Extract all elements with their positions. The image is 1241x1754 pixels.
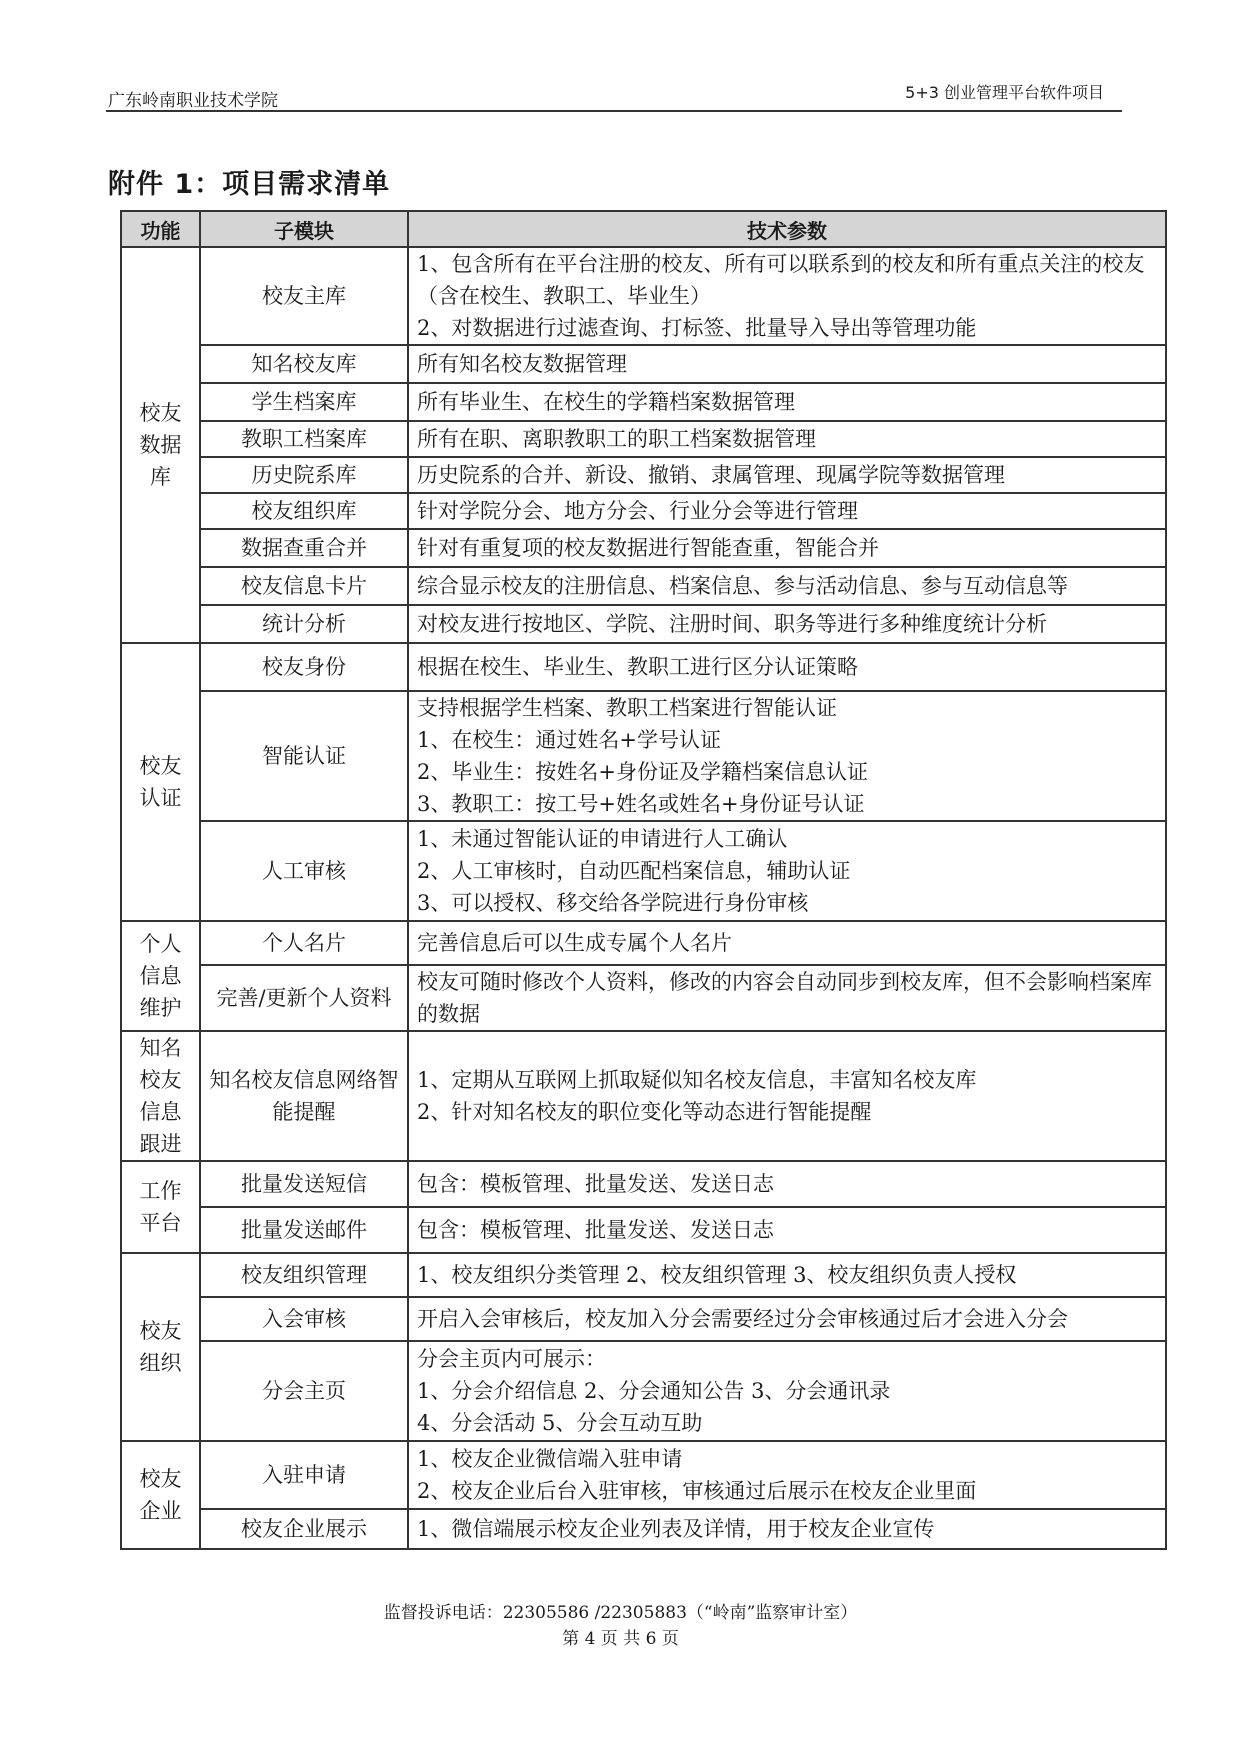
function-cell: [121, 247, 200, 643]
submodule-cell: 校友企业展示: [200, 1509, 408, 1549]
table-row: [121, 921, 1166, 965]
function-label: 校友组织: [139, 1319, 182, 1375]
function-cell: [121, 643, 200, 921]
param-line: 1、包含所有在平台注册的校友、所有可以联系到的校友和所有重点关注的校友（含在校生、教职工、毕业生）: [417, 252, 1145, 308]
submodule-cell: 校友身份: [200, 643, 408, 691]
header-submodule: 子模块: [200, 211, 408, 247]
param-line: 完善信息后可以生成专属个人名片: [417, 931, 732, 955]
header-function: 功能: [121, 211, 200, 247]
submodule-cell: 入驻申请: [200, 1441, 408, 1509]
function-cell: [121, 1161, 200, 1253]
table-row: [121, 247, 1166, 345]
params-cell: [408, 821, 1166, 921]
params-cell: [408, 1031, 1166, 1161]
function-label: 工作平台: [139, 1179, 182, 1235]
param-line: 1、微信端展示校友企业列表及详情，用于校友企业宣传: [417, 1517, 935, 1541]
param-line: 2、校友企业后台入驻审核，审核通过后展示在校友企业里面: [417, 1479, 977, 1503]
table-row: [121, 1207, 1166, 1253]
param-line: 根据在校生、毕业生、教职工进行区分认证策略: [417, 655, 858, 679]
params-cell: [408, 1441, 1166, 1509]
table-row: [121, 421, 1166, 457]
table-row: [121, 1297, 1166, 1341]
function-cell: [121, 1441, 200, 1549]
param-line: 校友可随时修改个人资料，修改的内容会自动同步到校友库，但不会影响档案库的数据: [417, 970, 1152, 1026]
submodule-cell: 校友主库: [200, 247, 408, 345]
requirements-table: [120, 210, 1167, 1550]
submodule-cell: 批量发送邮件: [200, 1207, 408, 1253]
param-line: 针对有重复项的校友数据进行智能查重，智能合并: [417, 536, 879, 560]
params-cell: [408, 457, 1166, 493]
function-label: 校友数据库: [139, 401, 182, 489]
params-cell: [408, 605, 1166, 643]
params-cell: [408, 921, 1166, 965]
param-line: 1、定期从互联网上抓取疑似知名校友信息，丰富知名校友库: [417, 1068, 977, 1092]
param-line: 1、分会介绍信息 2、分会通知公告 3、分会通讯录: [417, 1379, 891, 1403]
page-title: 附件 1：项目需求清单: [108, 169, 391, 200]
function-label: 个人信息维护: [139, 932, 182, 1020]
submodule-cell: 人工审核: [200, 821, 408, 921]
param-line: 所有在职、离职教职工的职工档案数据管理: [417, 427, 816, 451]
submodule-cell: 分会主页: [200, 1341, 408, 1441]
params-cell: [408, 965, 1166, 1031]
params-cell: [408, 1161, 1166, 1207]
table-row: [121, 493, 1166, 529]
table-row: [121, 1161, 1166, 1207]
submodule-cell: 入会审核: [200, 1297, 408, 1341]
table-row: [121, 529, 1166, 567]
param-line: 1、未通过智能认证的申请进行人工确认: [417, 827, 788, 851]
params-cell: [408, 1297, 1166, 1341]
submodule-cell: 智能认证: [200, 691, 408, 821]
param-line: 包含：模板管理、批量发送、发送日志: [417, 1172, 774, 1196]
table-row: [121, 821, 1166, 921]
params-cell: [408, 691, 1166, 821]
param-line: 4、分会活动 5、分会互动互助: [417, 1411, 703, 1435]
param-line: 2、毕业生：按姓名+身份证及学籍档案信息认证: [417, 760, 868, 784]
table-row: [121, 965, 1166, 1031]
submodule-cell: 完善/更新个人资料: [200, 965, 408, 1031]
table-row: [121, 1253, 1166, 1297]
param-line: 所有毕业生、在校生的学籍档案数据管理: [417, 390, 795, 414]
params-cell: [408, 1207, 1166, 1253]
submodule-cell: 教职工档案库: [200, 421, 408, 457]
params-cell: [408, 1509, 1166, 1549]
params-cell: [408, 643, 1166, 691]
function-label: 校友认证: [139, 754, 182, 810]
params-cell: [408, 421, 1166, 457]
params-cell: [408, 247, 1166, 345]
param-line: 综合显示校友的注册信息、档案信息、参与活动信息、参与互动信息等: [417, 574, 1068, 598]
param-line: 分会主页内可展示：: [417, 1347, 606, 1371]
submodule-cell: 数据查重合并: [200, 529, 408, 567]
submodule-cell: 校友信息卡片: [200, 567, 408, 605]
submodule-cell: 统计分析: [200, 605, 408, 643]
header-institution: 广东岭南职业技术学院: [108, 91, 278, 111]
submodule-cell: 校友组织管理: [200, 1253, 408, 1297]
param-line: 对校友进行按地区、学院、注册时间、职务等进行多种维度统计分析: [417, 612, 1047, 636]
table-header-row: [121, 211, 1166, 247]
param-line: 2、对数据进行过滤查询、打标签、批量导入导出等管理功能: [417, 316, 977, 340]
submodule-cell: 个人名片: [200, 921, 408, 965]
param-line: 历史院系的合并、新设、撤销、隶属管理、现属学院等数据管理: [417, 463, 1005, 487]
params-cell: [408, 1253, 1166, 1297]
params-cell: [408, 345, 1166, 383]
table-row: [121, 1341, 1166, 1441]
function-cell: [121, 1253, 200, 1441]
param-line: 2、人工审核时，自动匹配档案信息，辅助认证: [417, 859, 851, 883]
param-line: 支持根据学生档案、教职工档案进行智能认证: [417, 696, 837, 720]
params-cell: [408, 493, 1166, 529]
table-row: [121, 1509, 1166, 1549]
param-line: 所有知名校友数据管理: [417, 352, 627, 376]
param-line: 1、校友企业微信端入驻申请: [417, 1447, 683, 1471]
param-line: 2、针对知名校友的职位变化等动态进行智能提醒: [417, 1100, 872, 1124]
header-project-name: 5+3 创业管理平台软件项目: [905, 83, 1104, 102]
header-tech-params: 技术参数: [408, 211, 1166, 247]
params-cell: [408, 383, 1166, 421]
table-row: [121, 643, 1166, 691]
function-cell: [121, 921, 200, 1031]
table-row: [121, 457, 1166, 493]
table-row: [121, 383, 1166, 421]
submodule-cell: 知名校友信息网络智能提醒: [200, 1031, 408, 1161]
submodule-cell: 学生档案库: [200, 383, 408, 421]
table-row: [121, 605, 1166, 643]
param-line: 1、校友组织分类管理 2、校友组织管理 3、校友组织负责人授权: [417, 1263, 1017, 1287]
params-cell: [408, 567, 1166, 605]
param-line: 1、在校生：通过姓名+学号认证: [417, 728, 721, 752]
table-row: [121, 567, 1166, 605]
table-row: [121, 691, 1166, 821]
param-line: 3、教职工：按工号+姓名或姓名+身份证号认证: [417, 792, 865, 816]
submodule-cell: 校友组织库: [200, 493, 408, 529]
submodule-cell: 历史院系库: [200, 457, 408, 493]
function-cell: [121, 1031, 200, 1161]
param-line: 针对学院分会、地方分会、行业分会等进行管理: [417, 499, 858, 523]
params-cell: [408, 1341, 1166, 1441]
param-line: 包含：模板管理、批量发送、发送日志: [417, 1218, 774, 1242]
page-header: [106, 80, 1122, 112]
footer-complaint-phone: 监督投诉电话：22305586 /22305883（“岭南”监察审计室）: [383, 1603, 858, 1623]
function-label: 知名校友信息跟进: [139, 1036, 182, 1156]
table-row: [121, 1441, 1166, 1509]
function-label: 校友企业: [139, 1467, 182, 1523]
submodule-cell: 批量发送短信: [200, 1161, 408, 1207]
footer-page-number: 第 4 页 共 6 页: [562, 1629, 679, 1649]
params-cell: [408, 529, 1166, 567]
param-line: 开启入会审核后，校友加入分会需要经过分会审核通过后才会进入分会: [417, 1307, 1068, 1331]
submodule-cell: 知名校友库: [200, 345, 408, 383]
table-row: [121, 1031, 1166, 1161]
table-row: [121, 345, 1166, 383]
param-line: 3、可以授权、移交给各学院进行身份审核: [417, 891, 809, 915]
